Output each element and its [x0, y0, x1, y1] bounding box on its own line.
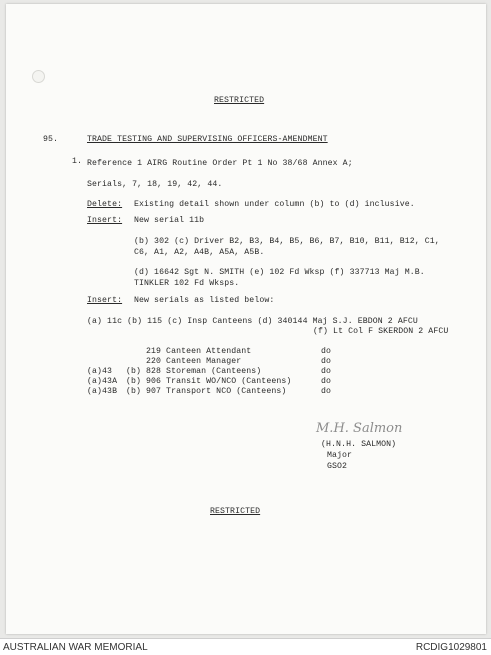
signatory-rank: Major: [327, 451, 353, 460]
para-number: 1.: [72, 157, 83, 166]
document-page: [6, 4, 486, 634]
row-a-line-1: (a) 11c (b) 115 (c) Insp Canteens (d) 340144 Maj S.J. EBDON 2 AFCU: [87, 317, 418, 326]
insert-text-2: New serials as listed below:: [134, 296, 275, 305]
handwritten-signature: M.H. Salmon: [316, 421, 403, 436]
list-item-desc: 906 Transit WO/NCO (Canteens): [146, 377, 292, 386]
item-title: TRADE TESTING AND SUPERVISING OFFICERS-AMENDMENT: [87, 135, 328, 144]
delete-label: Delete:: [87, 200, 123, 209]
classification-top: RESTRICTED: [214, 96, 265, 105]
list-item-desc: 828 Storeman (Canteens): [146, 367, 262, 376]
insert-text-1: New serial 11b: [134, 216, 205, 225]
list-item-a: (a)43A: [87, 377, 118, 386]
list-item-desc: 220 Canteen Manager: [146, 357, 242, 366]
list-item-a: (a)43: [87, 367, 113, 376]
list-item-ditto: do: [321, 377, 332, 386]
insert-label-2: Insert:: [87, 296, 123, 305]
serial-d-line-2: TINKLER 102 Fd Wksps.: [134, 279, 240, 288]
list-item-ditto: do: [321, 357, 332, 366]
list-item-a: (a)43B: [87, 387, 118, 396]
list-item-desc: 219 Canteen Attendant: [146, 347, 252, 356]
list-item-ditto: do: [321, 387, 332, 396]
list-item-ditto: do: [321, 367, 332, 376]
signatory-post: GSO2: [327, 462, 348, 471]
row-a-line-2: (f) Lt Col F SKERDON 2 AFCU: [313, 327, 449, 336]
list-item-b: (b): [126, 367, 142, 376]
delete-text: Existing detail shown under column (b) to (d) inclusive.: [134, 200, 415, 209]
signatory-name: (H.N.H. SALMON): [321, 440, 397, 449]
reference-line: Reference 1 AIRG Routine Order Pt 1 No 38/68 Annex A;: [87, 159, 353, 168]
serials-line: Serials, 7, 18, 19, 42, 44.: [87, 180, 223, 189]
item-number: 95.: [43, 135, 59, 144]
list-item-b: (b): [126, 387, 142, 396]
list-item-ditto: do: [321, 347, 332, 356]
list-item-desc: 907 Transport NCO (Canteens): [146, 387, 287, 396]
punch-hole: [32, 70, 45, 83]
footer-record-id: RCDIG1029801: [415, 642, 487, 653]
serial-b-line-1: (b) 302 (c) Driver B2, B3, B4, B5, B6, B7, B10, B11, B12, C1,: [134, 237, 440, 246]
classification-bottom: RESTRICTED: [210, 507, 261, 516]
list-item-b: (b): [126, 377, 142, 386]
footer-source: AUSTRALIAN WAR MEMORIAL: [3, 642, 148, 653]
archive-footer: [0, 638, 491, 655]
serial-b-line-2: C6, A1, A2, A4B, A5A, A5B.: [134, 248, 265, 257]
insert-label-1: Insert:: [87, 216, 123, 225]
serial-d-line-1: (d) 16642 Sgt N. SMITH (e) 102 Fd Wksp (f) 337713 Maj M.B.: [134, 268, 425, 277]
